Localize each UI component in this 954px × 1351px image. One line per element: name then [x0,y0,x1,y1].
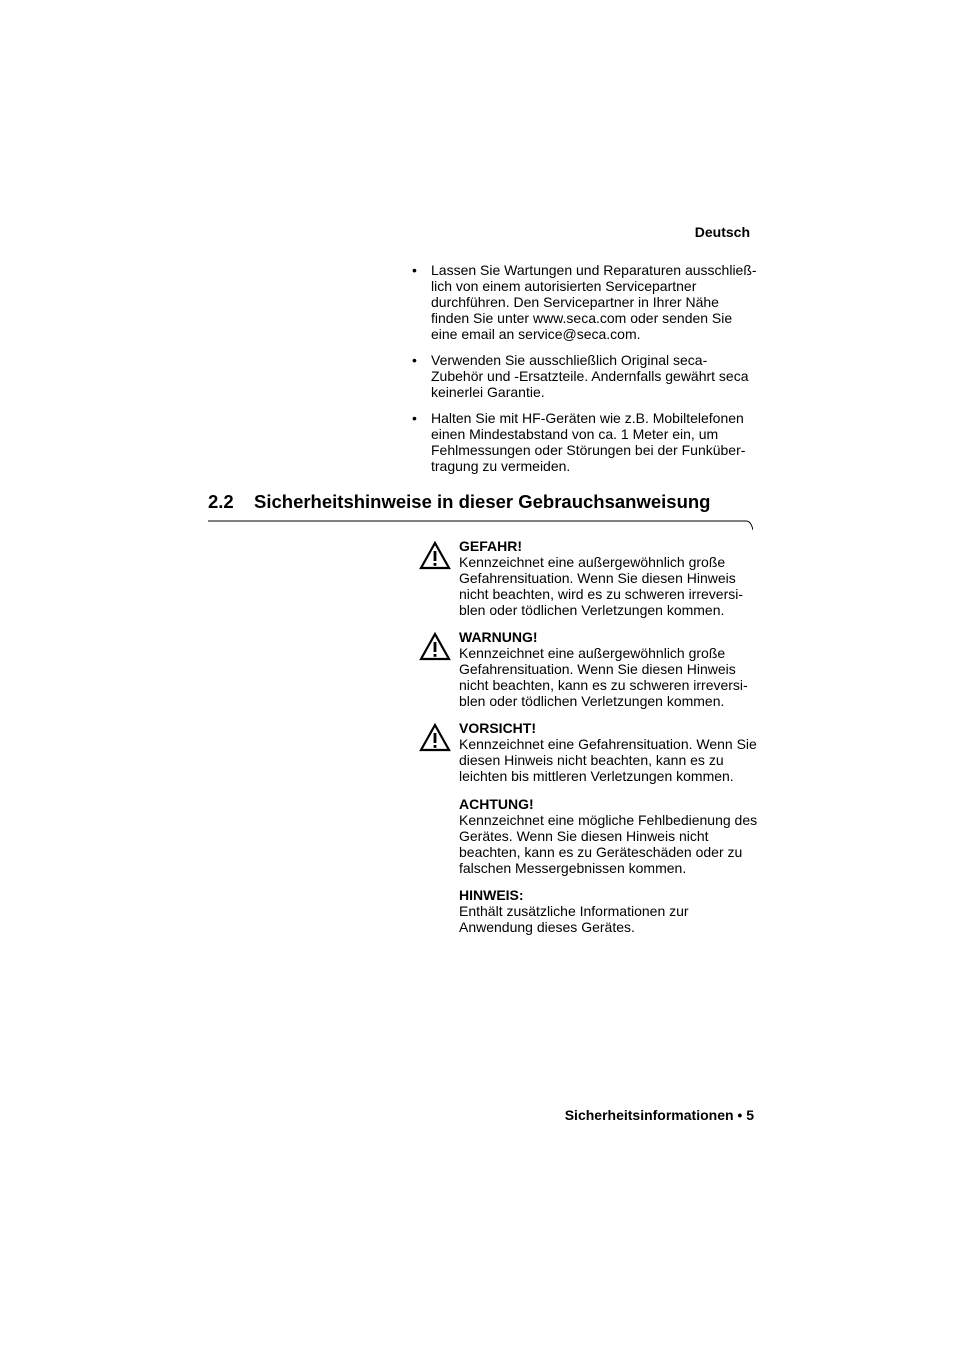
notice-text: Kennzeichnet eine außergewöhnlich große Gefahrensituation. Wenn Sie diesen Hinweis nicht beachten, kann es zu schweren irreversi-blen oder tödlichen Verletzungen kommen. [459,645,748,709]
notice-text: Kennzeichnet eine Gefahrensituation. Wenn Sie diesen Hinweis nicht beachten, kann es zu leichten bis mittleren Verletzungen kommen. [459,736,757,784]
notice-title: GEFAHR! [459,538,522,554]
bullet-text: Lassen Sie Wartungen und Reparaturen ausschließ-lich von einem autorisierten Servicepartner durchführen. Den Servicepartner in Ihrer Nähe finden Sie unter www.seca.com oder senden Sie eine email an service@seca.com. [431,262,757,342]
section-divider [208,520,753,532]
bullet-text: Verwenden Sie ausschließlich Original seca-Zubehör und -Ersatzteile. Andernfalls gewährt seca keinerlei Garantie. [431,352,749,400]
warning-triangle-icon [419,632,451,662]
notice-title: WARNUNG! [459,629,538,645]
page-footer: Sicherheitsinformationen • 5 [564,1107,754,1123]
notice-text: Kennzeichnet eine außergewöhnlich große Gefahrensituation. Wenn Sie diesen Hinweis nicht beachten, wird es zu schweren irreversi-blen oder tödlichen Verletzungen kommen. [459,554,744,618]
bullet-text: Halten Sie mit HF-Geräten wie z.B. Mobiltelefonen einen Mindestabstand von ca. 1 Meter ein, um Fehlmessungen oder Störungen bei der Funküber-tragung zu vermeiden. [431,410,746,474]
notice-text: Enthält zusätzliche Informationen zur Anwendung dieses Gerätes. [459,903,689,935]
list-item [412,262,757,342]
notice-caution [459,720,759,784]
notice-danger [459,538,759,618]
notice-title: HINWEIS: [459,887,524,903]
list-item [412,352,757,400]
language-header: Deutsch [694,224,750,240]
warning-triangle-icon [419,723,451,753]
notice-title: VORSICHT! [459,720,536,736]
bullet-marker: • [412,352,417,368]
bullet-list [412,262,757,484]
notice-title: ACHTUNG! [459,796,534,812]
notice-attention [459,796,759,876]
section-number: 2.2 [208,491,234,512]
notice-text: Kennzeichnet eine mögliche Fehlbedienung des Gerätes. Wenn Sie diesen Hinweis nicht beachten, kann es zu Geräteschäden oder zu falschen Messergebnissen kommen. [459,812,758,876]
section-title: Sicherheitshinweise in dieser Gebrauchsanweisung [254,491,711,512]
bullet-marker: • [412,262,417,278]
section-heading [208,490,710,514]
notice-note [459,887,759,935]
warning-triangle-icon [419,541,451,571]
list-item [412,410,757,474]
bullet-marker: • [412,410,417,426]
notice-warning [459,629,759,709]
